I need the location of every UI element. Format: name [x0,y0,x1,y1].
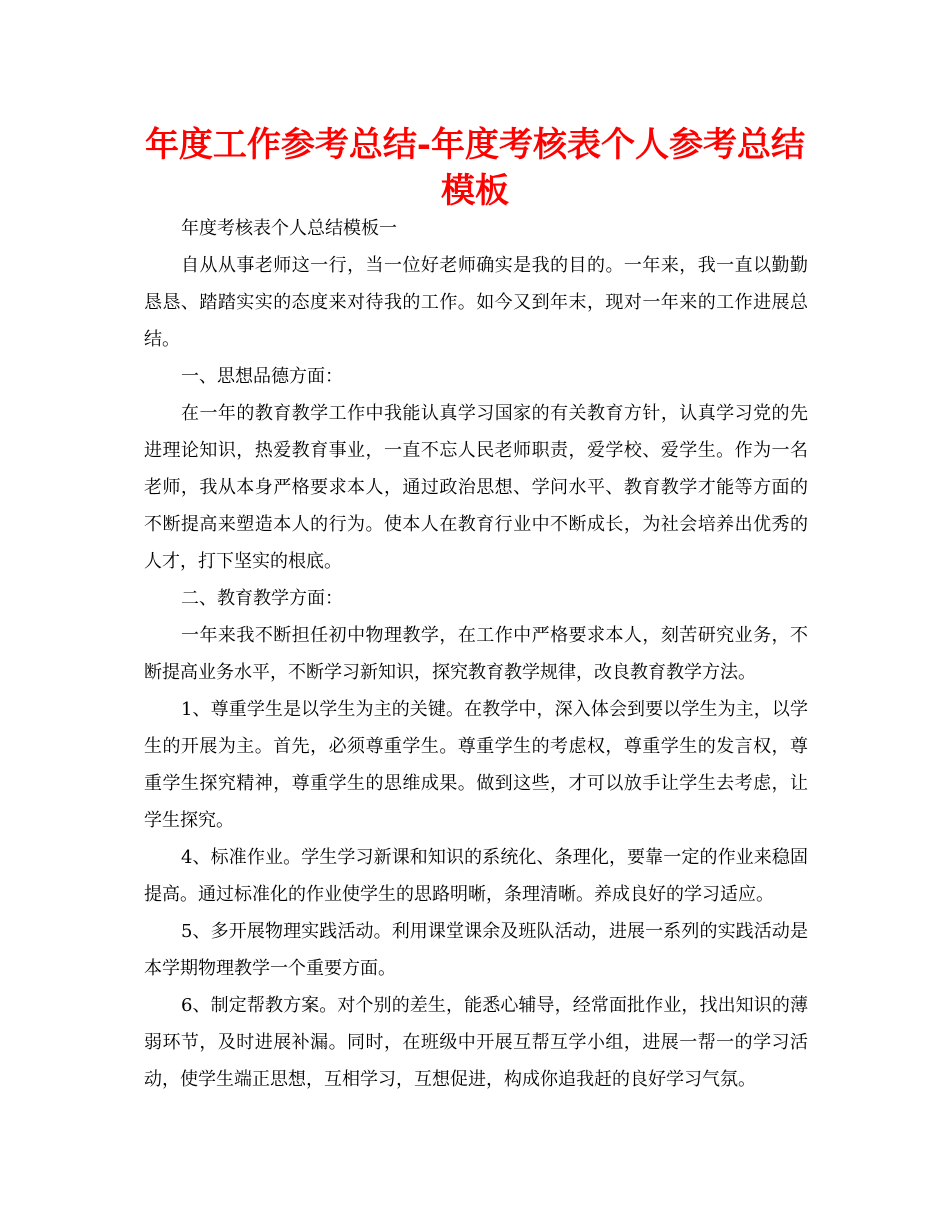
document-title: 年度工作参考总结-年度考核表个人参考总结模板 [144,125,806,211]
paragraph-item-5: 5、多开展物理实践活动。利用课堂课余及班队活动，进展一系列的实践活动是本学期物理教学一个重要方面。 [144,921,808,979]
paragraph-teaching: 一年来我不断担任初中物理教学，在工作中严格要求本人，刻苦研究业务，不断提高业务水平，不断学习新知识，探究教育教学规律，改良教育教学方法。 [144,625,808,683]
section-heading-ideology: 一、思想品德方面： [181,366,343,387]
document-body [144,210,808,1098]
paragraph-item-1: 1、尊重学生是以学生为主的关键。在教学中，深入体会到要以学生为主，以学生的开展为主。首先，必须尊重学生。尊重学生的考虑权，尊重学生的发言权，尊重学生探究精神，尊重学生的思维成果。做到这些，才可以放手让学生去考虑，让学生探究。 [144,699,808,831]
paragraph-ideology: 在一年的教育教学工作中我能认真学习国家的有关教育方针，认真学习党的先进理论知识，热爱教育事业，一直不忘人民老师职责，爱学校、爱学生。作为一名老师，我从本身严格要求本人，通过政治思想、学问水平、教育教学才能等方面的不断提高来塑造本人的行为。使本人在教育行业中不断成长，为社会培养出优秀的人才，打下坚实的根底。 [144,403,808,572]
paragraph-subtitle: 年度考核表个人总结模板一 [181,218,397,239]
paragraph-item-6: 6、制定帮教方案。对个别的差生，能悉心辅导，经常面批作业，找出知识的薄弱环节，及时进展补漏。同时，在班级中开展互帮互学小组，进展一帮一的学习活动，使学生端正思想，互相学习，互想促进，构成你追我赶的良好学习气氛。 [144,995,808,1090]
paragraph-intro: 自从从事老师这一行，当一位好老师确实是我的目的。一年来，我一直以勤勤恳恳、踏踏实实的态度来对待我的工作。如今又到年末，现对一年来的工作进展总结。 [144,255,808,350]
paragraph-item-4: 4、标准作业。学生学习新课和知识的系统化、条理化，要靠一定的作业来稳固提高。通过标准化的作业使学生的思路明晰，条理清晰。养成良好的学习适应。 [144,847,808,905]
section-heading-teaching: 二、教育教学方面： [181,588,343,609]
